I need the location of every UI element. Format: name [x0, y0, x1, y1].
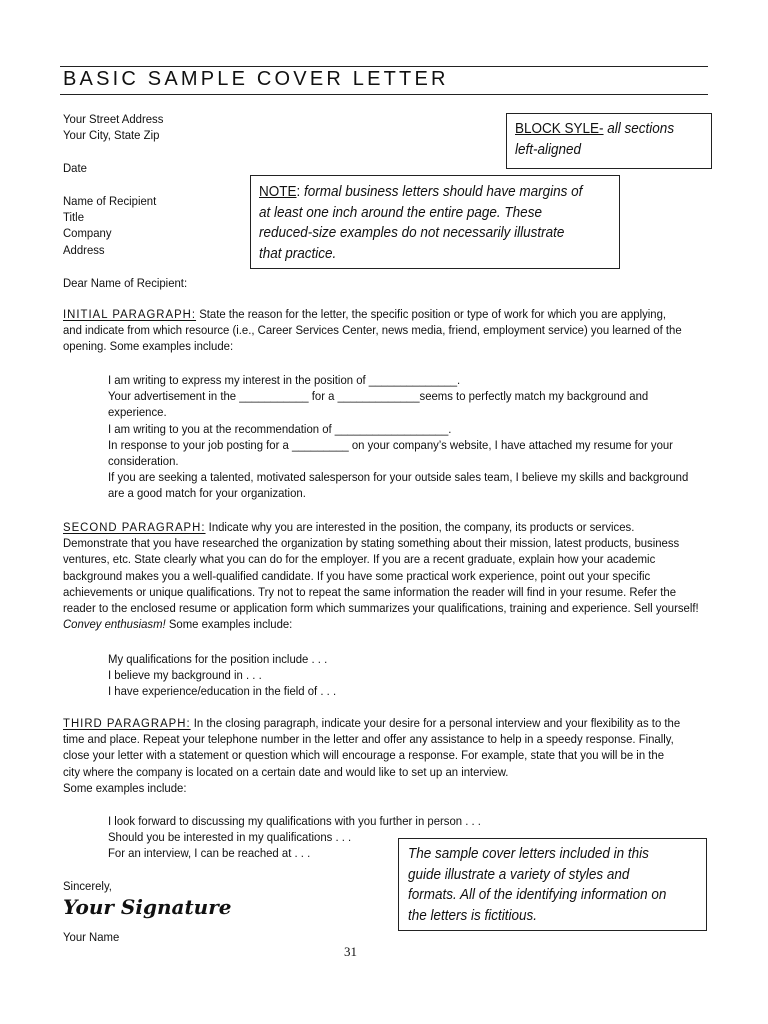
initial-examples [108, 372, 688, 502]
second-heading: SECOND PARAGRAPH: [63, 520, 206, 534]
sample-info-box [398, 838, 707, 931]
recipient-address: Address [63, 242, 105, 257]
third-paragraph [63, 715, 680, 796]
initial-paragraph [63, 306, 682, 355]
initial-example: In response to your job posting for a _________ on your company’s website, I have attached my resume for your [108, 437, 673, 452]
third-example: I look forward to discussing my qualifications with you further in person . . . [108, 814, 481, 828]
note-colon: : [296, 183, 301, 200]
initial-example: are a good match for your organization. [108, 486, 306, 501]
note-line2: at least one inch around the entire page. These [259, 203, 542, 221]
sample-box-line: guide illustrate a variety of styles and [408, 865, 630, 883]
sender-block [63, 111, 163, 143]
sample-box-line: the letters is fictitious. [408, 906, 538, 924]
third-example: Should you be interested in my qualifications . . . [108, 830, 352, 845]
second-line1: Indicate why you are interested in the position, the company, its products or services. [205, 520, 635, 534]
third-heading: THIRD PARAGRAPH: [63, 716, 191, 730]
signature: Your Signature [63, 895, 232, 919]
block-style-text1: all sections [603, 120, 675, 137]
sender-street: Your Street Address [63, 112, 164, 126]
note-label: NOTE [259, 183, 297, 200]
initial-example: I am writing to you at the recommendation of __________________. [108, 421, 452, 436]
title-rule [60, 94, 708, 95]
second-last-rest: Some examples include: [165, 617, 293, 632]
recipient-title: Title [63, 210, 84, 225]
second-example: I have experience/education in the field of . . . [108, 684, 337, 699]
initial-example: Your advertisement in the ___________ for a _____________seems to perfectly match my background and [108, 389, 649, 404]
your-name: Your Name [63, 930, 120, 944]
recipient-company: Company [63, 226, 112, 241]
second-example: My qualifications for the position include . . . [108, 652, 328, 666]
page-title: BASIC SAMPLE COVER LETTER [63, 68, 449, 90]
note-line4: that practice. [259, 244, 337, 262]
third-line: time and place. Repeat your telephone number in the letter and offer any assistance to help in a speedy response. Finally, [63, 732, 674, 747]
initial-line1: State the reason for the letter, the specific position or type of work for which you are applying, [196, 307, 667, 321]
second-last-italic: Convey enthusiasm! [63, 617, 166, 632]
initial-line2: and indicate from which resource (i.e., Career Services Center, news media, friend, employment service) you learned of the [63, 323, 682, 338]
third-line: close your letter with a statement or question which will encourage a response. For example, state that you will be in the [63, 748, 665, 763]
letter-date: Date [63, 161, 87, 175]
second-paragraph [63, 519, 699, 632]
recipient-block [63, 193, 156, 258]
block-style-label: BLOCK SYLE- [515, 120, 604, 137]
note-line3: reduced-size examples do not necessarily illustrate [259, 224, 565, 242]
sample-box-line: The sample cover letters included in this [408, 845, 649, 862]
initial-example: consideration. [108, 453, 179, 468]
initial-example: If you are seeking a talented, motivated salesperson for your outside sales team, I believe my skills and background [108, 470, 689, 485]
recipient-name: Name of Recipient [63, 194, 157, 208]
sample-box-line: formats. All of the identifying information on [408, 886, 667, 904]
initial-line3: opening. Some examples include: [63, 339, 234, 354]
second-line: reader to the enclosed resume or application form which summarizes your qualifications, training and experience. Sell yourself! [63, 600, 699, 615]
note-line1: formal business letters should have margins of [300, 183, 583, 200]
initial-heading: INITIAL PARAGRAPH: [63, 307, 197, 321]
third-example: For an interview, I can be reached at . . . [108, 846, 311, 861]
block-style-text2: left-aligned [515, 140, 582, 158]
initial-example: experience. [108, 405, 167, 420]
third-line: city where the company is located on a certain date and would like to set up an interview. [63, 764, 509, 779]
second-line: achievements or unique qualifications. Try not to repeat the same information the reader will find in your resume. Refer the [63, 584, 677, 599]
third-line: Some examples include: [63, 780, 187, 795]
second-line: background makes you a well-qualified candidate. If you have some practical work experience, point out your specific [63, 568, 651, 583]
second-example: I believe my background in . . . [108, 668, 262, 683]
initial-example: I am writing to express my interest in the position of ______________. [108, 373, 461, 387]
note-box [250, 175, 620, 269]
top-rule [60, 66, 708, 67]
second-line: Demonstrate that you have researched the organization by stating something about their mission, latest products, business [63, 536, 680, 551]
block-style-box [506, 113, 712, 169]
closing: Sincerely, [63, 879, 112, 893]
second-examples [108, 651, 336, 700]
page-number: 31 [344, 944, 357, 959]
second-line: ventures, etc. State clearly what you can do for the employer. If you are a recent graduate, explain how your academic [63, 552, 656, 567]
salutation: Dear Name of Recipient: [63, 276, 188, 290]
sender-city: Your City, State Zip [63, 128, 160, 143]
third-line1: In the closing paragraph, indicate your desire for a personal interview and your flexibility as to the [190, 716, 681, 730]
